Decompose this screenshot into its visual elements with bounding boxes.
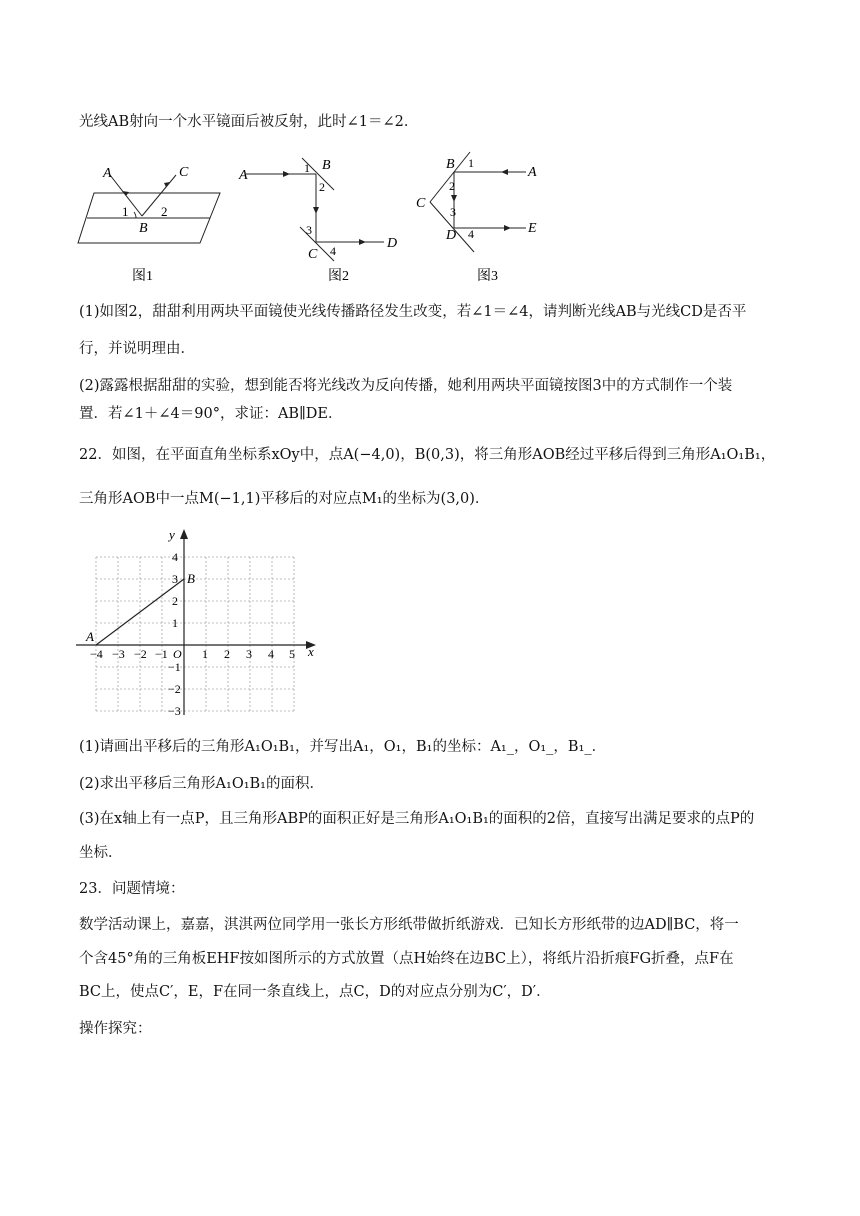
fig2-label-c: C	[308, 247, 318, 262]
q23-line1: 数学活动课上，嘉嘉，淇淇两位同学用一张长方形纸带做折纸游戏．已知长方形纸带的边AD∥BC，将一	[79, 917, 739, 933]
fig2-label-2: 2	[319, 180, 325, 194]
x-tick: O	[173, 647, 182, 661]
y-tick: 4	[172, 550, 178, 564]
y-tick: −3	[168, 704, 181, 718]
q22-part3-line2: 坐标．	[79, 845, 123, 861]
y-tick: 3	[172, 572, 178, 586]
x-tick-labels	[90, 647, 295, 661]
fig2-label-b: B	[322, 158, 331, 173]
fig3-label-2: 2	[449, 179, 455, 193]
fig3-label-4: 4	[468, 227, 474, 241]
figure-3	[406, 150, 556, 285]
x-tick: 5	[289, 647, 295, 661]
fig2-label-1: 1	[304, 161, 310, 175]
figure-1	[74, 160, 224, 285]
q22-part3-line1: (3)在x轴上有一点P，且三角形ABP的面积正好是三角形A₁O₁B₁的面积的2倍，直接写出满足要求的点P的	[79, 811, 755, 827]
fig2-label-4: 4	[330, 244, 336, 258]
fig3-label-a: A	[528, 165, 537, 180]
fig1-label-c: C	[179, 165, 189, 180]
q23-line4: 操作探究：	[79, 1021, 152, 1037]
fig1-label-2: 2	[161, 204, 168, 219]
fig2-caption: 图2	[328, 269, 349, 284]
y-tick: 1	[172, 616, 178, 630]
fig1-caption: 图1	[132, 269, 153, 284]
coordinate-grid	[70, 525, 330, 725]
axis-y-label: y	[169, 527, 175, 542]
q21-part2-line2: 置．若∠1＋∠4＝90°，求证：AB∥DE．	[79, 406, 343, 422]
q22-line2: 三角形AOB中一点M(−1,1)平移后的对应点M₁的坐标为(3,0)．	[79, 491, 490, 507]
x-tick: −4	[90, 647, 103, 661]
y-tick: −2	[168, 682, 181, 696]
fig3-label-d: D	[446, 228, 457, 243]
fig3-label-c: C	[416, 196, 426, 211]
point-a-label: A	[86, 629, 94, 644]
intro-line: 光线AB射向一个水平镜面后被反射，此时∠1＝∠2．	[79, 114, 419, 130]
x-tick: 4	[268, 647, 274, 661]
fig2-label-a: A	[239, 168, 248, 183]
fig1-label-b: B	[139, 221, 148, 236]
fig1-label-1: 1	[122, 204, 129, 219]
x-tick: 3	[246, 647, 252, 661]
x-tick: −1	[155, 647, 168, 661]
fig2-label-d: D	[387, 236, 398, 251]
q21-part1-line1: (1)如图2，甜甜利用两块平面镜使光线传播路径发生改变，若∠1＝∠4，请判断光线AB与光线CD是否平	[79, 304, 747, 320]
q21-part2-line1: (2)露露根据甜甜的实验，想到能否将光线改为反向传播，她利用两块平面镜按图3中的方式制作一个装	[79, 378, 733, 394]
point-b-label: B	[187, 571, 195, 586]
fig1-label-a: A	[103, 166, 112, 181]
q21-part1-line2: 行，并说明理由．	[79, 341, 195, 357]
x-tick: 1	[202, 647, 208, 661]
q22-line1: 22．如图，在平面直角坐标系xOy中，点A(−4,0)，B(0,3)，将三角形AOB经过平移后得到三角形A₁O₁B₁，	[79, 447, 776, 463]
q23-heading: 23．问题情境：	[79, 881, 185, 897]
fig3-label-1: 1	[468, 156, 474, 170]
axis-x-label: x	[308, 644, 314, 659]
x-tick: −3	[112, 647, 125, 661]
q23-line2: 个含45°角的三角板EHF按如图所示的方式放置（点H始终在边BC上），将纸片沿折痕FG折叠，点F在	[79, 951, 734, 967]
fig3-label-b: B	[446, 157, 455, 172]
y-tick-labels	[168, 550, 181, 718]
y-tick: 2	[172, 594, 178, 608]
x-tick: 2	[224, 647, 230, 661]
fig3-label-3: 3	[450, 205, 456, 219]
y-tick: −1	[168, 660, 181, 674]
figure-2	[236, 150, 406, 285]
fig2-label-3: 3	[306, 223, 312, 237]
q22-part2: (2)求出平移后三角形A₁O₁B₁的面积．	[79, 776, 324, 792]
fig3-caption: 图3	[477, 269, 498, 284]
q22-part1: (1)请画出平移后的三角形A₁O₁B₁，并写出A₁，O₁，B₁的坐标：A₁_，O₁_，B₁_．	[79, 739, 607, 755]
fig3-label-e: E	[528, 221, 537, 236]
x-tick: −2	[134, 647, 147, 661]
q23-line3: BC上，使点C′，E，F在同一条直线上，点C，D的对应点分别为C′，D′．	[79, 984, 551, 1000]
